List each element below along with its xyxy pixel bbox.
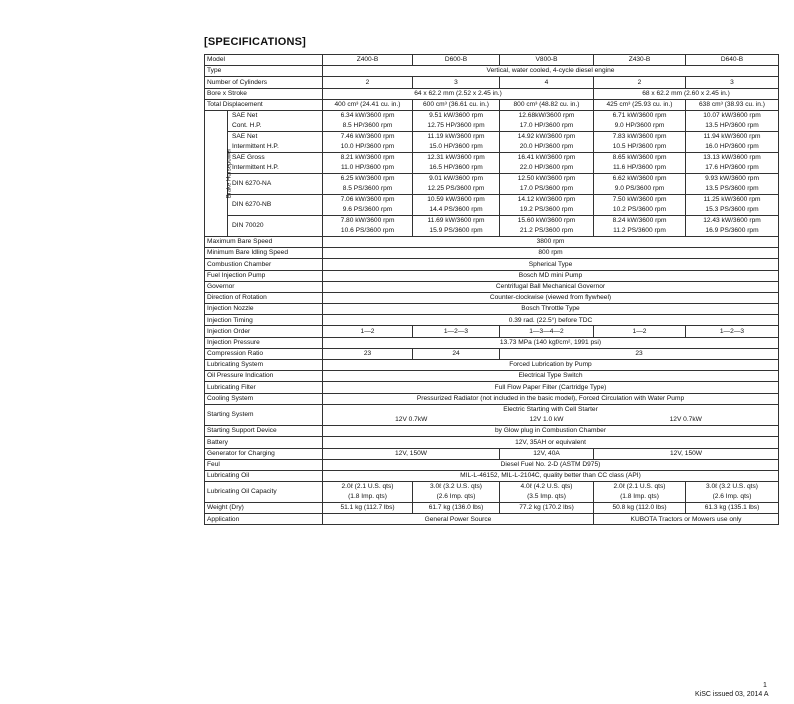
cell-value: 7.83 kW/3600 rpm 10.5 HP/3600 rpm bbox=[594, 131, 686, 152]
row-label: Model bbox=[205, 55, 323, 66]
table-row bbox=[205, 393, 779, 404]
table-row bbox=[205, 437, 779, 448]
table-row bbox=[205, 292, 779, 303]
cell-value: 12V, 35AH or equivalent bbox=[323, 437, 779, 448]
table-row bbox=[205, 236, 779, 247]
row-label: SAE Gross Intermittent H.P. bbox=[228, 152, 323, 173]
cell-value: 11.94 kW/3600 rpm 16.0 HP/3600 rpm bbox=[686, 131, 779, 152]
table-row bbox=[205, 315, 779, 326]
cell-value: 6.62 kW/3600 rpm 9.0 PS/3600 rpm bbox=[594, 173, 686, 194]
row-label: Weight (Dry) bbox=[205, 503, 323, 514]
cell-value: Diesel Fuel No. 2-D (ASTM D975) bbox=[323, 459, 779, 470]
table-row bbox=[205, 77, 779, 88]
cell-value: 11.25 kW/3600 rpm 15.3 PS/3600 rpm bbox=[686, 194, 779, 215]
cell-value: 2 bbox=[323, 77, 413, 88]
table-row bbox=[205, 337, 779, 348]
cell-value: 2 bbox=[594, 77, 686, 88]
row-label: Lubricating Filter bbox=[205, 382, 323, 393]
cell-value: 12.68kW/3600 rpm 17.0 HP/3600 rpm bbox=[500, 110, 594, 131]
row-label: DIN 70020 bbox=[228, 215, 323, 236]
cell-value: 1—2—3 bbox=[413, 326, 500, 337]
cell-value: 2.0ℓ (2.1 U.S. qts) (1.8 Imp. qts) bbox=[323, 482, 413, 503]
row-label: DIN 6270-NA bbox=[228, 173, 323, 194]
cell-value: 6.34 kW/3600 rpm 8.5 HP/3600 rpm bbox=[323, 110, 413, 131]
cell-value: 9.93 kW/3600 rpm 13.5 PS/3600 rpm bbox=[686, 173, 779, 194]
table-row bbox=[205, 248, 779, 259]
cell-value: 1—2—3 bbox=[686, 326, 779, 337]
cell-value: 11.69 kW/3600 rpm 15.9 PS/3600 rpm bbox=[413, 215, 500, 236]
table-row bbox=[205, 215, 779, 236]
cell-value: 11.19 kW/3600 rpm 15.0 HP/3600 rpm bbox=[413, 131, 500, 152]
cell-value: 68 x 62.2 mm (2.60 x 2.45 in.) bbox=[594, 88, 779, 99]
table-row bbox=[205, 382, 779, 393]
table-row bbox=[205, 270, 779, 281]
cell-value: Vertical, water cooled, 4-cycle diesel engine bbox=[323, 66, 779, 77]
table-row bbox=[205, 281, 779, 292]
row-label: Governor bbox=[205, 281, 323, 292]
row-label: Lubricating Oil bbox=[205, 470, 323, 481]
cell-value: 13.13 kW/3600 rpm 17.6 HP/3600 rpm bbox=[686, 152, 779, 173]
cell-value: 77.2 kg (170.2 lbs) bbox=[500, 503, 594, 514]
table-row bbox=[205, 482, 779, 503]
cell-value: 12V 1.0 kW bbox=[500, 415, 594, 426]
cell-value: 3.0ℓ (3.2 U.S. qts) (2.6 Imp. qts) bbox=[413, 482, 500, 503]
cell-value: by Glow plug in Combustion Chamber bbox=[323, 426, 779, 437]
row-label: Oil Pressure Indication bbox=[205, 371, 323, 382]
cell-value: 1—2 bbox=[323, 326, 413, 337]
row-label: Lubricating Oil Capacity bbox=[205, 482, 323, 503]
cell-value: 7.46 kW/3600 rpm 10.0 HP/3600 rpm bbox=[323, 131, 413, 152]
cell-value: Spherical Type bbox=[323, 259, 779, 270]
row-label: Direction of Rotation bbox=[205, 292, 323, 303]
brake-horsepower-label: Brake Horsepower bbox=[205, 110, 228, 236]
cell-value: 64 x 62.2 mm (2.52 x 2.45 in.) bbox=[323, 88, 594, 99]
table-row bbox=[205, 173, 779, 194]
model-header: V800-B bbox=[500, 55, 594, 66]
cell-value: 15.60 kW/3600 rpm 21.2 PS/3600 rpm bbox=[500, 215, 594, 236]
cell-value: 24 bbox=[413, 348, 500, 359]
cell-value: 61.3 kg (135.1 lbs) bbox=[686, 503, 779, 514]
page-number: 1 bbox=[763, 682, 767, 689]
cell-value: 12V, 40A bbox=[500, 448, 594, 459]
table-row bbox=[205, 99, 779, 110]
cell-value: 6.25 kW/3600 rpm 8.5 PS/3600 rpm bbox=[323, 173, 413, 194]
cell-value: 51.1 kg (112.7 lbs) bbox=[323, 503, 413, 514]
cell-value: Bosch MD mini Pump bbox=[323, 270, 779, 281]
table-row bbox=[205, 503, 779, 514]
table-row bbox=[205, 470, 779, 481]
cell-value: Counter-clockwise (viewed from flywheel) bbox=[323, 292, 779, 303]
cell-value: 12V, 150W bbox=[323, 448, 500, 459]
cell-value: 800 rpm bbox=[323, 248, 779, 259]
cell-value: Pressurized Radiator (not included in the basic model), Forced Circulation with Water Pump bbox=[323, 393, 779, 404]
model-header: Z400-B bbox=[323, 55, 413, 66]
cell-value: 16.41 kW/3600 rpm 22.0 HP/3600 rpm bbox=[500, 152, 594, 173]
cell-value: Centrifugal Ball Mechanical Governor bbox=[323, 281, 779, 292]
row-label: Number of Cylinders bbox=[205, 77, 323, 88]
model-header: D640-B bbox=[686, 55, 779, 66]
table-row bbox=[205, 259, 779, 270]
table-row bbox=[205, 55, 779, 66]
row-label: Maximum Bare Speed bbox=[205, 236, 323, 247]
table-row bbox=[205, 514, 779, 525]
cell-value: 8.21 kW/3600 rpm 11.0 HP/3600 rpm bbox=[323, 152, 413, 173]
cell-value: 9.01 kW/3600 rpm 12.25 PS/3600 rpm bbox=[413, 173, 500, 194]
cell-value: 1—2 bbox=[594, 326, 686, 337]
table-row bbox=[205, 404, 779, 415]
cell-value: 638 cm³ (38.93 cu. in.) bbox=[686, 99, 779, 110]
row-label: SAE Net Intermittent H.P. bbox=[228, 131, 323, 152]
row-label: Starting System bbox=[205, 404, 323, 425]
cell-value: 3 bbox=[413, 77, 500, 88]
row-label: Fuel Injection Pump bbox=[205, 270, 323, 281]
cell-value: Electric Starting with Cell Starter bbox=[323, 404, 779, 415]
table-row bbox=[205, 360, 779, 371]
page-title: [SPECIFICATIONS] bbox=[204, 36, 306, 48]
row-label: Injection Pressure bbox=[205, 337, 323, 348]
cell-value: 12V 0.7kW bbox=[594, 415, 779, 426]
row-label: Battery bbox=[205, 437, 323, 448]
table-row bbox=[205, 348, 779, 359]
cell-value: 61.7 kg (136.0 lbs) bbox=[413, 503, 500, 514]
cell-value: 800 cm³ (48.82 cu. in.) bbox=[500, 99, 594, 110]
cell-value: 4.0ℓ (4.2 U.S. qts) (3.5 Imp. qts) bbox=[500, 482, 594, 503]
table-row bbox=[205, 304, 779, 315]
cell-value: KUBOTA Tractors or Mowers use only bbox=[594, 514, 779, 525]
cell-value: 2.0ℓ (2.1 U.S. qts) (1.8 Imp. qts) bbox=[594, 482, 686, 503]
cell-value: 13.73 MPa (140 kgf/cm², 1991 psi) bbox=[323, 337, 779, 348]
table-row bbox=[205, 371, 779, 382]
cell-value: Full Flow Paper Filter (Cartridge Type) bbox=[323, 382, 779, 393]
cell-value: 3.0ℓ (3.2 U.S. qts) (2.6 Imp. qts) bbox=[686, 482, 779, 503]
model-header: Z430-B bbox=[594, 55, 686, 66]
row-label: Application bbox=[205, 514, 323, 525]
cell-value: 12V 0.7kW bbox=[323, 415, 500, 426]
cell-value: 425 cm³ (25.93 cu. in.) bbox=[594, 99, 686, 110]
cell-value: 4 bbox=[500, 77, 594, 88]
cell-value: 50.8 kg (112.0 lbs) bbox=[594, 503, 686, 514]
cell-value: Forced Lubrication by Pump bbox=[323, 360, 779, 371]
cell-value: Electrical Type Switch bbox=[323, 371, 779, 382]
row-label: Total Displacement bbox=[205, 99, 323, 110]
cell-value: 8.65 kW/3600 rpm 11.6 HP/3600 rpm bbox=[594, 152, 686, 173]
cell-value: 7.50 kW/3600 rpm 10.2 PS/3600 rpm bbox=[594, 194, 686, 215]
row-label: Generator for Charging bbox=[205, 448, 323, 459]
cell-value: 14.12 kW/3600 rpm 19.2 PS/3600 rpm bbox=[500, 194, 594, 215]
model-header: D600-B bbox=[413, 55, 500, 66]
specifications-table bbox=[204, 54, 779, 525]
cell-value: 12V, 150W bbox=[594, 448, 779, 459]
cell-value: 400 cm³ (24.41 cu. in.) bbox=[323, 99, 413, 110]
cell-value: MIL-L-46152, MIL-L-2104C, quality better than CC class (API) bbox=[323, 470, 779, 481]
cell-value: 10.59 kW/3600 rpm 14.4 PS/3600 rpm bbox=[413, 194, 500, 215]
table-row bbox=[205, 448, 779, 459]
row-label: Starting Support Device bbox=[205, 426, 323, 437]
table-row bbox=[205, 326, 779, 337]
footer-text: KiSC issued 03, 2014 A bbox=[695, 691, 769, 698]
cell-value: 8.24 kW/3600 rpm 11.2 PS/3600 rpm bbox=[594, 215, 686, 236]
cell-value: Bosch Throttle Type bbox=[323, 304, 779, 315]
row-label: Compression Ratio bbox=[205, 348, 323, 359]
row-label: DIN 6270-NB bbox=[228, 194, 323, 215]
row-label: SAE Net Cont. H.P. bbox=[228, 110, 323, 131]
table-row bbox=[205, 110, 779, 131]
table-row bbox=[205, 459, 779, 470]
row-label: Injection Nozzle bbox=[205, 304, 323, 315]
row-label: Bore x Stroke bbox=[205, 88, 323, 99]
table-row bbox=[205, 152, 779, 173]
cell-value: 9.51 kW/3600 rpm 12.75 HP/3600 rpm bbox=[413, 110, 500, 131]
row-label: Feul bbox=[205, 459, 323, 470]
row-label: Cooling System bbox=[205, 393, 323, 404]
cell-value: General Power Source bbox=[323, 514, 594, 525]
cell-value: 3800 rpm bbox=[323, 236, 779, 247]
cell-value: 3 bbox=[686, 77, 779, 88]
cell-value: 12.43 kW/3600 rpm 16.9 PS/3600 rpm bbox=[686, 215, 779, 236]
row-label: Type bbox=[205, 66, 323, 77]
cell-value: 12.31 kW/3600 rpm 16.5 HP/3600 rpm bbox=[413, 152, 500, 173]
cell-value: 0.39 rad. (22.5°) before TDC bbox=[323, 315, 779, 326]
cell-value: 12.50 kW/3600 rpm 17.0 PS/3600 rpm bbox=[500, 173, 594, 194]
row-label: Minimum Bare Idling Speed bbox=[205, 248, 323, 259]
row-label: Combustion Chamber bbox=[205, 259, 323, 270]
cell-value: 14.92 kW/3600 rpm 20.0 HP/3600 rpm bbox=[500, 131, 594, 152]
table-row bbox=[205, 426, 779, 437]
row-label: Injection Order bbox=[205, 326, 323, 337]
table-row bbox=[205, 194, 779, 215]
cell-value: 600 cm³ (36.61 cu. in.) bbox=[413, 99, 500, 110]
table-row bbox=[205, 88, 779, 99]
row-label: Lubricating System bbox=[205, 360, 323, 371]
cell-value: 10.07 kW/3600 rpm 13.5 HP/3600 rpm bbox=[686, 110, 779, 131]
cell-value: 7.06 kW/3600 rpm 9.6 PS/3600 rpm bbox=[323, 194, 413, 215]
row-label: Injection Timing bbox=[205, 315, 323, 326]
cell-value: 7.80 kW/3600 rpm 10.6 PS/3600 rpm bbox=[323, 215, 413, 236]
table-row bbox=[205, 131, 779, 152]
cell-value: 23 bbox=[500, 348, 779, 359]
cell-value: 23 bbox=[323, 348, 413, 359]
cell-value: 1—3—4—2 bbox=[500, 326, 594, 337]
cell-value: 6.71 kW/3600 rpm 9.0 HP/3600 rpm bbox=[594, 110, 686, 131]
table-row bbox=[205, 66, 779, 77]
